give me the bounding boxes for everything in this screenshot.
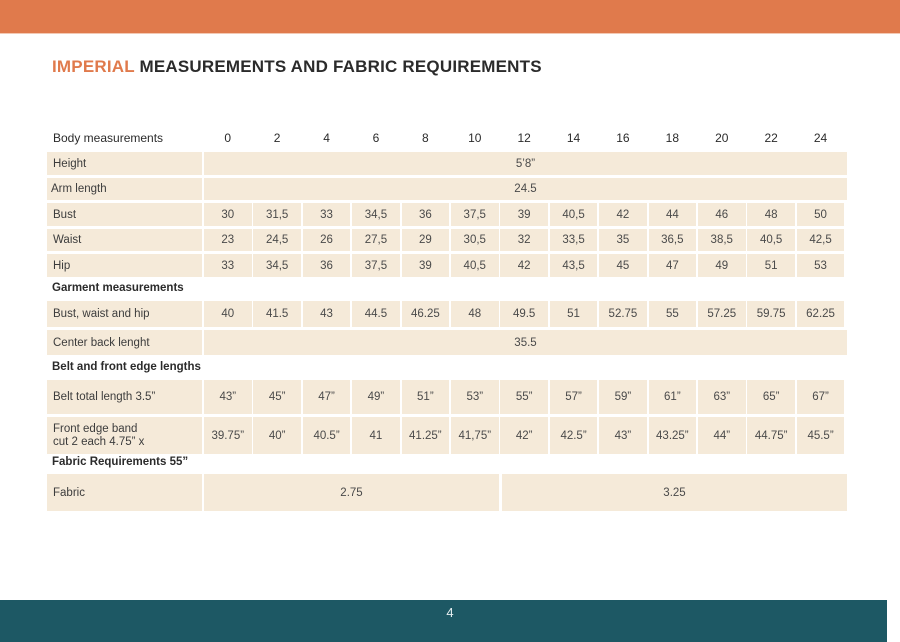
fabric-value-sizes-12-24: 3.25 <box>502 474 847 511</box>
size-value-cell: 36 <box>402 203 450 226</box>
size-value-cell: 46 <box>698 203 746 226</box>
size-value-cell: 38,5 <box>698 229 746 251</box>
size-header: 14 <box>566 131 581 145</box>
size-value-cell: 45.5” <box>797 417 845 454</box>
size-value-cell: 40,5 <box>747 229 795 251</box>
size-value-cell: 44.5 <box>352 301 400 327</box>
size-value-cell: 55” <box>500 380 548 414</box>
size-value-cell: 37,5 <box>451 203 499 226</box>
size-value-cell: 45 <box>599 254 647 277</box>
size-value-cell: 24,5 <box>253 229 301 251</box>
table-row-hip <box>47 254 847 277</box>
size-value-cell: 48 <box>747 203 795 226</box>
size-value-cell: 40.5” <box>303 417 351 454</box>
top-accent-band <box>0 0 900 34</box>
size-value-cell: 40” <box>253 417 301 454</box>
size-value-cell: 47” <box>303 380 351 414</box>
size-value-cell: 53 <box>797 254 845 277</box>
row-label: Bust <box>47 203 202 226</box>
size-value-cell: 29 <box>402 229 450 251</box>
size-value-cell: 39.75” <box>204 417 252 454</box>
row-label-line1: Front edge band <box>53 422 138 435</box>
size-value-cell: 53” <box>451 380 499 414</box>
size-value-cell: 26 <box>303 229 351 251</box>
size-value-cell: 39 <box>402 254 450 277</box>
size-value-cell: 42 <box>599 203 647 226</box>
size-header: 2 <box>273 131 281 145</box>
size-header: 16 <box>616 131 630 145</box>
row-label: Fabric <box>47 474 202 511</box>
size-value-cell: 52.75 <box>599 301 647 327</box>
size-value-cell: 30 <box>204 203 252 226</box>
table-row-front-edge <box>47 417 847 454</box>
size-value-cell: 41.25” <box>402 417 450 454</box>
size-value-cell: 23 <box>204 229 252 251</box>
size-value-cell: 36 <box>303 254 351 277</box>
size-value-cell: 41,75” <box>451 417 499 454</box>
size-value-cell: 31,5 <box>253 203 301 226</box>
size-header: 4 <box>323 131 330 145</box>
size-value-cell: 50 <box>797 203 845 226</box>
size-value-cell: 65” <box>747 380 795 414</box>
size-value-cell: 33 <box>303 203 351 226</box>
header-label: Body measurements <box>53 131 164 145</box>
page-title <box>52 57 542 77</box>
row-label-line2: cut 2 each 4.75” x <box>53 435 145 448</box>
size-header: 18 <box>665 131 680 145</box>
size-value-cell: 34,5 <box>352 203 400 226</box>
size-value-cell: 33,5 <box>550 229 598 251</box>
table-row-bust <box>47 203 847 226</box>
row-label: Hip <box>47 254 202 277</box>
size-value-cell: 62.25 <box>797 301 845 327</box>
row-label: Bust, waist and hip <box>47 301 202 327</box>
row-label: Arm length <box>47 178 202 200</box>
height-value: 5’8” <box>204 152 847 175</box>
section-heading-fabric: Fabric Requirements 55” <box>52 456 189 468</box>
page-title-accent: IMPERIAL <box>52 57 135 76</box>
size-value-cell: 61” <box>649 380 697 414</box>
size-value-cell: 43,5 <box>550 254 598 277</box>
size-value-cell: 43” <box>599 417 647 454</box>
table-row-arm-length <box>47 178 847 200</box>
table-row-height <box>47 152 847 175</box>
row-label: Center back lenght <box>47 330 202 355</box>
size-value-cell: 42 <box>500 254 548 277</box>
center-back-value: 35.5 <box>204 330 847 355</box>
size-value-cell: 49.5 <box>500 301 548 327</box>
size-value-cell: 47 <box>649 254 697 277</box>
table-row-center-back <box>47 330 847 355</box>
size-value-cell: 48 <box>451 301 499 327</box>
size-value-cell: 33 <box>204 254 252 277</box>
size-value-cell: 63” <box>698 380 746 414</box>
size-value-cell: 27,5 <box>352 229 400 251</box>
size-value-cell: 42.5” <box>550 417 598 454</box>
size-header: 22 <box>764 131 778 145</box>
table-row-waist <box>47 229 847 251</box>
row-label: Waist <box>47 229 202 251</box>
table-row-belt-total <box>47 380 847 414</box>
size-value-cell: 39 <box>500 203 548 226</box>
size-value-cell: 41.5 <box>253 301 301 327</box>
section-heading-garment: Garment measurements <box>52 282 184 294</box>
size-value-cell: 40,5 <box>451 254 499 277</box>
size-value-cell: 32 <box>500 229 548 251</box>
size-value-cell: 44 <box>649 203 697 226</box>
size-value-cell: 67” <box>797 380 845 414</box>
size-value-cell: 34,5 <box>253 254 301 277</box>
size-value-cell: 57.25 <box>698 301 746 327</box>
size-value-cell: 59” <box>599 380 647 414</box>
size-value-cell: 51” <box>402 380 450 414</box>
table-header-row <box>47 127 847 149</box>
size-value-cell: 37,5 <box>352 254 400 277</box>
size-value-cell: 43.25” <box>649 417 697 454</box>
size-value-cell: 57” <box>550 380 598 414</box>
size-value-cell: 41 <box>352 417 400 454</box>
size-value-cell: 59.75 <box>747 301 795 327</box>
size-header: 20 <box>715 131 729 145</box>
size-value-cell: 55 <box>649 301 697 327</box>
row-label: Belt total length 3.5” <box>47 380 202 414</box>
arm-length-value: 24.5 <box>204 178 847 200</box>
size-value-cell: 35 <box>599 229 647 251</box>
size-value-cell: 45” <box>253 380 301 414</box>
size-value-cell: 46.25 <box>402 301 450 327</box>
size-header: 6 <box>372 131 380 145</box>
fabric-value-sizes-0-10: 2.75 <box>204 474 499 511</box>
page-title-rest: MEASUREMENTS AND FABRIC REQUIREMENTS <box>134 57 542 76</box>
size-value-cell: 40,5 <box>550 203 598 226</box>
size-value-cell: 44” <box>698 417 746 454</box>
size-value-cell: 30,5 <box>451 229 499 251</box>
size-value-cell: 42,5 <box>797 229 845 251</box>
size-value-cell: 36,5 <box>649 229 697 251</box>
size-value-cell: 42” <box>500 417 548 454</box>
row-label <box>47 417 202 454</box>
size-value-cell: 51 <box>747 254 795 277</box>
size-header: 0 <box>224 131 232 145</box>
table-row-fabric <box>47 474 847 511</box>
size-value-cell: 49 <box>698 254 746 277</box>
size-header: 10 <box>468 131 482 145</box>
size-value-cell: 43” <box>204 380 252 414</box>
row-label: Height <box>47 152 202 175</box>
size-value-cell: 43 <box>303 301 351 327</box>
table-row-bust-waist-hip <box>47 301 847 327</box>
size-value-cell: 40 <box>204 301 252 327</box>
size-value-cell: 51 <box>550 301 598 327</box>
size-header: 12 <box>517 131 531 145</box>
size-header: 24 <box>813 131 828 145</box>
size-value-cell: 44.75” <box>747 417 795 454</box>
size-value-cell: 49” <box>352 380 400 414</box>
size-header: 8 <box>422 131 429 145</box>
section-heading-belt: Belt and front edge lengths <box>52 361 201 373</box>
page-number: 4 <box>446 605 454 620</box>
